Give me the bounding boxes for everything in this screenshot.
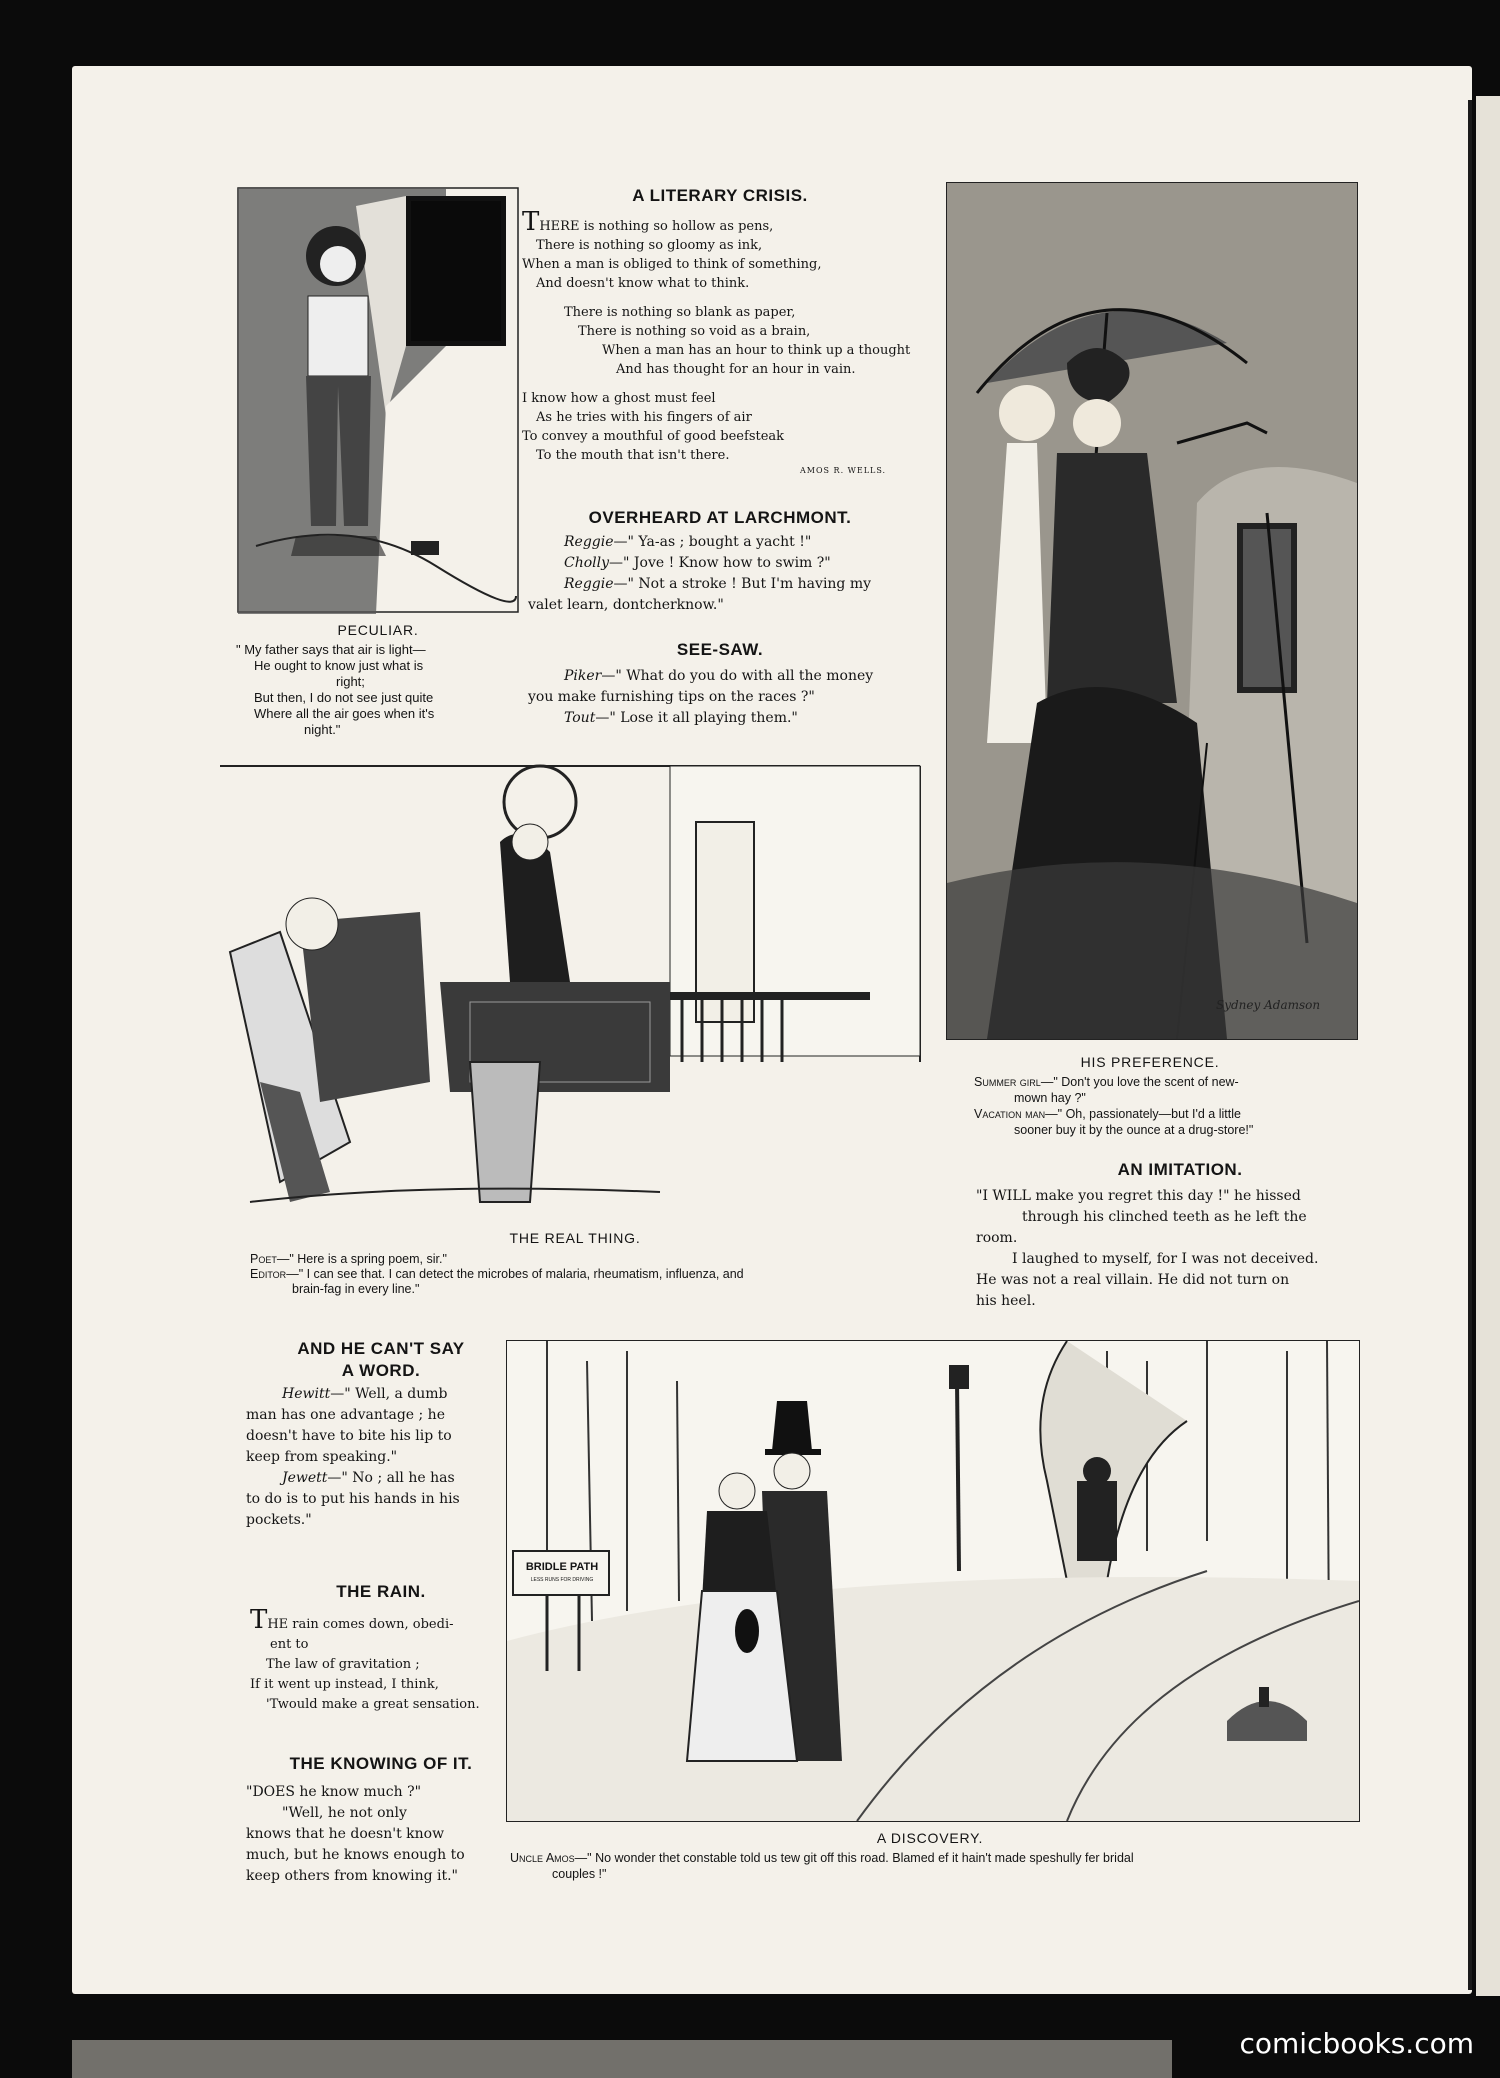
knowing-text [246,1782,506,1887]
peculiar-line: right; [336,674,365,689]
caption-line: brain-fag in every line." [292,1282,420,1296]
bridle-path-sign [515,1553,609,1583]
text-line: to do is to put his hands in his [246,1491,460,1507]
dialogue-line: Cholly—" Jove ! Know how to swim ?" [564,555,831,571]
cant-say-title-line: AND HE CAN'T SAY [297,1339,465,1358]
dialogue-line: Tout—" Lose it all playing them." [564,710,798,726]
page-bottom-edge [72,2040,1172,2078]
literary-crisis-title: A LITERARY CRISIS. [632,186,808,205]
peculiar-caption [236,642,526,738]
poem-line: THE rain comes down, obedi- [250,1605,454,1635]
text-line: pockets." [246,1512,312,1528]
peculiar-title: PECULIAR. [337,622,419,638]
text-line: He was not a real villain. He did not turn on [976,1272,1290,1288]
text-line: knows that he doesn't know [246,1826,445,1842]
poem-line: And doesn't know what to think. [536,276,750,291]
see-saw-dialogue [528,666,944,729]
knowing-title: THE KNOWING OF IT. [289,1754,473,1773]
poem-line: I know how a ghost must feel [522,391,716,406]
rain-poem [250,1605,520,1715]
peculiar-line: But then, I do not see just quite [254,690,434,705]
real-thing-title: THE REAL THING. [509,1230,641,1246]
drop-cap: T [250,1605,268,1635]
poem-line: To convey a mouthful of good beefsteak [522,429,785,444]
cant-say-text [246,1384,500,1531]
his-preference-signature: Sydney Adamson [1216,998,1321,1012]
dialogue-line: you make furnishing tips on the races ?" [528,689,815,705]
caption-line: Uncle Amos—" No wonder thet constable told us tew git off this road. Blamed ef it hain't made speshully fer bridal [510,1851,1134,1865]
next-page-edge [1476,96,1500,1996]
peculiar-line: Where all the air goes when it's [254,706,435,721]
site-watermark: comicbooks.com [1239,2027,1474,2060]
his-preference-illustration [946,182,1358,1040]
poem-line: To the mouth that isn't there. [536,448,730,463]
caption-line: sooner buy it by the ounce at a drug-store!" [1014,1123,1254,1137]
poem-line: ent to [270,1637,309,1652]
text-line: much, but he knows enough to [246,1847,465,1863]
his-preference-caption [974,1074,1358,1138]
poem-line: When a man is obliged to think of something, [522,257,822,272]
his-preference-title: HIS PREFERENCE. [1080,1054,1220,1070]
caption-line: Vacation man—" Oh, passionately—but I'd a little [974,1107,1241,1121]
drop-cap: T [522,207,540,237]
text-line: keep others from knowing it." [246,1868,458,1884]
imitation-title: AN IMITATION. [1117,1160,1243,1179]
dialogue-line: Piker—" What do you do with all the money [564,668,874,684]
text-line: "DOES he know much ?" [246,1784,422,1800]
text-line: "I WILL make you regret this day !" he hissed [976,1188,1301,1204]
caption-line: Summer girl—" Don't you love the scent of new- [974,1075,1239,1089]
dialogue-line: valet learn, dontcherknow." [528,597,724,613]
imitation-text [976,1186,1356,1312]
discovery-caption [510,1850,1370,1882]
text-line: man has one advantage ; he [246,1407,445,1423]
poem-line: THERE is nothing so hollow as pens, [522,207,774,237]
poem-line: There is nothing so blank as paper, [564,305,796,320]
text-line: his heel. [976,1293,1036,1309]
text-line: doesn't have to bite his lip to [246,1428,452,1444]
cant-say-title-line: A WORD. [341,1361,421,1380]
real-thing-illustration [220,762,930,1222]
text-line: keep from speaking." [246,1449,398,1465]
poem-line: 'Twould make a great sensation. [266,1697,480,1712]
poem-line: There is nothing so gloomy as ink, [536,238,763,253]
poem-line: If it went up instead, I think, [250,1677,439,1692]
poem-line: As he tries with his fingers of air [536,410,752,425]
rain-title: THE RAIN. [336,1582,426,1601]
caption-line: couples !" [552,1867,607,1881]
poem-line: And has thought for an hour in vain. [616,362,856,377]
peculiar-line: night." [304,722,341,737]
dialogue-line: Reggie—" Ya-as ; bought a yacht !" [564,534,812,550]
literary-crisis-poem [522,207,942,465]
caption-line: Poet—" Here is a spring poem, sir." [250,1252,447,1266]
text-line: "Well, he not only [282,1805,407,1821]
caption-line: mown hay ?" [1014,1091,1086,1105]
larchmont-dialogue [528,532,938,616]
poem-line: The law of gravitation ; [266,1657,420,1672]
text-line: Hewitt—" Well, a dumb [282,1386,448,1402]
page-gutter [1468,100,1472,1990]
peculiar-line: He ought to know just what is [254,658,424,673]
text-line: room. [976,1230,1018,1246]
discovery-title: A DISCOVERY. [876,1830,984,1846]
peculiar-line: " My father says that air is light— [236,642,426,657]
dialogue-line: Reggie—" Not a stroke ! But I'm having my [564,576,872,592]
text-line: Jewett—" No ; all he has [282,1470,455,1486]
see-saw-title: SEE-SAW. [676,640,764,659]
literary-crisis-author: AMOS R. WELLS. [800,466,887,475]
bridle-path-sign-subtext: LESS RUNS FOR DRIVING [530,1577,594,1583]
caption-line: Editor—" I can see that. I can detect the microbes of malaria, rheumatism, influenza, and [250,1267,744,1281]
discovery-illustration [506,1340,1360,1822]
poem-line: There is nothing so void as a brain, [578,324,811,339]
larchmont-title: OVERHEARD AT LARCHMONT. [588,508,852,527]
peculiar-illustration [236,186,520,614]
bridle-path-sign-text: BRIDLE PATH [525,1561,599,1573]
text-line: I laughed to myself, for I was not deceived. [1012,1251,1319,1267]
poem-line: When a man has an hour to think up a thought [602,343,911,358]
cant-say-title [246,1338,516,1382]
real-thing-caption [250,1252,970,1297]
text-line: through his clinched teeth as he left the [1022,1209,1307,1225]
